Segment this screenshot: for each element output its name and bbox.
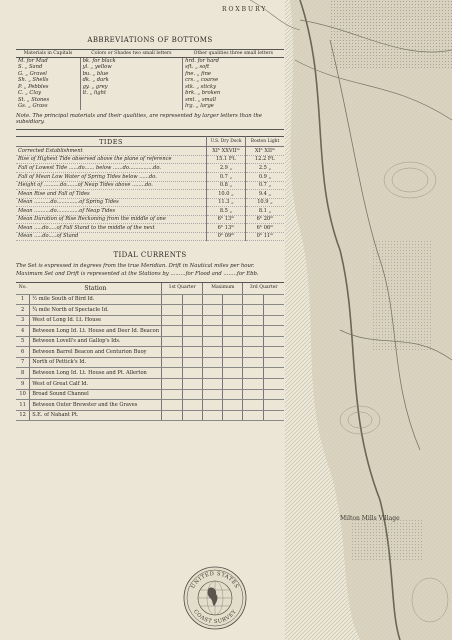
currents-cell [223,389,243,400]
tides-label: Fall of Mean Low Water of Spring Tides below ......do. [16,172,207,181]
currents-cell [243,357,264,368]
currents-station-name: Between Lovell's and Gallop's Ids. [30,336,162,347]
tides-value-dry-dock: XIʰ XXVIIᵐ [207,147,246,156]
currents-header-phase-2: Maximum [203,282,243,294]
tides-value-boston-light: 6ʰ 06ᵐ [246,224,285,233]
currents-cell [203,305,223,316]
currents-header-phase-3: 3rd Quarter [243,282,284,294]
currents-cell [162,294,183,305]
abbr-material: Gs. „ Grass [18,103,48,110]
currents-cell [223,336,243,347]
currents-cell [182,315,203,326]
tides-label: Mean .....do.....of Fall Stand to the middle of the next [16,224,207,233]
currents-cell [203,294,223,305]
tides-row [16,207,284,216]
currents-row [16,326,284,337]
currents-cell [223,347,243,358]
currents-station-name: West of Long Id. Lt. House [30,315,162,326]
tides-value-boston-light: 0.7 „ [246,181,285,190]
currents-header-phase-1: 1st Quarter [162,282,203,294]
currents-station-name: Between Barrel Beacon and Centurion Buoy [30,347,162,358]
currents-cell [264,400,284,411]
currents-header-station: Station [30,282,162,294]
abbr-color [80,103,183,110]
abbr-row [16,103,284,110]
currents-table [16,282,284,421]
tides-label: Rise of Highest Tide observed above the plane of reference [16,155,207,164]
currents-cell [182,400,203,411]
currents-cell [243,315,264,326]
currents-cell [203,400,223,411]
tides-label: Mean ..........do..............of Spring Tides [16,198,207,207]
currents-cell [182,305,203,316]
currents-cell [162,378,183,389]
currents-station-number: 2 [16,305,30,316]
currents-row [16,315,284,326]
tides-row [16,232,284,241]
currents-cell [162,305,183,316]
abbr-color: gy. „ grey [80,84,183,91]
currents-cell [243,378,264,389]
currents-cell [203,378,223,389]
currents-cell [264,357,284,368]
abbr-quality: stk. „ sticky [183,84,284,91]
tides-value-dry-dock: 8.5 „ [207,207,246,216]
seal-bottom-text: COAST SURVEY [192,608,238,626]
tides-value-boston-light: 2.5 „ [246,164,285,173]
currents-cell [182,368,203,379]
currents-cell [223,368,243,379]
currents-cell [162,336,183,347]
currents-cell [203,336,223,347]
currents-station-number: 4 [16,326,30,337]
currents-cell [162,357,183,368]
currents-cell [203,357,223,368]
abbr-quality: fne. „ fine [183,71,284,78]
currents-station-name: ½ mile South of Bird Id. [30,294,162,305]
currents-station-number: 6 [16,347,30,358]
currents-cell [243,368,264,379]
abbreviations-note: Note. The principal materials and their qualities, are represented by larger letters than the subsidiary. [16,113,284,130]
tides-row [16,224,284,233]
abbreviations-table [16,49,284,110]
tides-label: Mean ..........do..............of Neap Tides [16,207,207,216]
currents-station-number: 9 [16,378,30,389]
abbreviations-title: ABBREVIATIONS OF BOTTOMS [87,36,213,44]
currents-cell [203,315,223,326]
currents-cell [203,389,223,400]
abbr-material: Sh. „ Shells [18,77,49,84]
currents-cell [203,368,223,379]
currents-subtitle-1: The Set is expressed in degrees from the true Meridian. Drift in Nautical miles per hour. [16,263,255,270]
currents-row [16,305,284,316]
currents-subtitle-2: Maximum Set and Drift is represented at the Stations by .........for Flood and ........for Ebb. [16,270,259,277]
tides-value-boston-light: 9.4 „ [246,190,285,199]
abbr-color: bk. for black [80,57,183,64]
currents-station-number: 10 [16,389,30,400]
tides-row [16,147,284,156]
currents-cell [162,315,183,326]
currents-cell [223,326,243,337]
tides-value-boston-light: 0.9 „ [246,172,285,181]
currents-cell [264,389,284,400]
tides-label: Mean .....do.....of Stand [16,232,207,241]
currents-row [16,410,284,421]
abbr-row [16,57,284,64]
currents-station-name: S.E. of Nahant Pt. [30,410,162,421]
tides-value-boston-light: XIʰ XIIᵐ [246,147,285,156]
abbr-quality: sml. „ small [183,97,284,104]
tides-label: Height of ..........do.......of Neap Tides above ........do. [16,181,207,190]
currents-cell [264,294,284,305]
tides-value-boston-light: 6ʰ 20ᵐ [246,215,285,224]
currents-station-number: 5 [16,336,30,347]
abbr-quality: sft. „ soft [183,64,284,71]
currents-cell [203,347,223,358]
currents-header-no: No. [16,282,30,294]
abbr-quality: hrd. for hard [183,57,284,64]
currents-station-name: Broad Sound Channel [30,389,162,400]
abbr-material: G. „ Gravel [18,70,47,77]
currents-station-number: 7 [16,357,30,368]
tides-row [16,155,284,164]
currents-cell [162,410,183,421]
currents-cell [162,368,183,379]
currents-cell [223,315,243,326]
currents-cell [264,378,284,389]
currents-row [16,357,284,368]
legend-panel [16,36,284,421]
tides-row [16,198,284,207]
abbr-header-materials: Materials in Capitals [16,49,80,57]
currents-cell [243,336,264,347]
currents-station-number: 3 [16,315,30,326]
milton-mills-label: Milton Mills Village [340,515,400,522]
tides-value-dry-dock: 10.0 „ [207,190,246,199]
currents-row [16,389,284,400]
tides-col-boston-light: Boston Light [246,137,285,147]
tides-label: Corrected Establishment [16,147,207,156]
currents-station-name: North of Pettick's Id. [30,357,162,368]
currents-cell [243,347,264,358]
tides-table [16,136,284,241]
currents-cell [162,389,183,400]
currents-cell [182,410,203,421]
currents-cell [264,315,284,326]
tides-value-dry-dock: 0.7 „ [207,172,246,181]
currents-cell [182,347,203,358]
abbr-material: S. „ Sand [18,64,43,71]
currents-cell [182,389,203,400]
abbr-material: St. „ Stones [18,96,50,103]
currents-station-number: 12 [16,410,30,421]
currents-cell [223,378,243,389]
tides-row [16,181,284,190]
currents-cell [182,357,203,368]
abbr-header-colors: Colors or Shades two small letters [80,49,183,57]
currents-row [16,347,284,358]
currents-cell [223,294,243,305]
currents-cell [182,336,203,347]
abbr-color: bu. „ blue [80,71,183,78]
tides-value-boston-light: 12.2 Ft. [246,155,285,164]
tides-value-dry-dock: 6ʰ 13ᵐ [207,224,246,233]
abbr-quality: crs. „ coarse [183,77,284,84]
tides-value-dry-dock: 11.3 „ [207,198,246,207]
currents-cell [223,400,243,411]
tides-title: TIDES [16,137,207,147]
abbr-material: C. „ Clay [18,90,42,97]
currents-cell [243,294,264,305]
abbr-quality: lrg. „ large [183,103,284,110]
tides-value-boston-light: 8.1 „ [246,207,285,216]
currents-cell [243,410,264,421]
currents-row [16,294,284,305]
currents-row [16,400,284,411]
currents-station-name: ¾ mile North of Spectacle Id. [30,305,162,316]
abbr-color: lt. „ light [80,90,183,97]
tides-value-dry-dock: 6ʰ 13ᵐ [207,215,246,224]
currents-cell [162,347,183,358]
currents-cell [182,326,203,337]
abbr-material: P. „ Pebbles [18,83,49,90]
currents-station-name: Between Long Id. Lt. House and Deer Id. Beacon [30,326,162,337]
tides-value-dry-dock: 0.8 „ [207,181,246,190]
currents-cell [264,410,284,421]
tides-row [16,190,284,199]
tides-value-dry-dock: 0ʰ 09ᵐ [207,232,246,241]
abbr-color: yl. „ yellow [80,64,183,71]
currents-cell [243,400,264,411]
currents-cell [243,326,264,337]
tides-label: Mean Duration of Rise Reckoning from the middle of one [16,215,207,224]
currents-cell [264,326,284,337]
tides-value-boston-light: 10.9 „ [246,198,285,207]
abbr-header-qualities: Other qualities three small letters [183,49,284,57]
currents-cell [243,305,264,316]
currents-row [16,378,284,389]
tides-value-dry-dock: 2.9 „ [207,164,246,173]
coast-survey-seal [183,566,247,630]
tides-value-boston-light: 0ʰ 11ᵐ [246,232,285,241]
currents-cell [223,357,243,368]
tides-row [16,164,284,173]
currents-cell [264,305,284,316]
currents-cell [223,305,243,316]
currents-row [16,368,284,379]
abbr-quality: brk. „ broken [183,90,284,97]
currents-station-name: West of Great Calf Id. [30,378,162,389]
currents-station-name: Between Outer Brewster and the Graves [30,400,162,411]
tides-label: Fall of Lowest Tide ......do...... below ......do...............do. [16,164,207,173]
currents-cell [182,378,203,389]
currents-row [16,336,284,347]
currents-cell [203,410,223,421]
abbr-material: M. for Mud [18,57,48,64]
currents-cell [223,410,243,421]
currents-cell [182,294,203,305]
tides-value-dry-dock: 15.1 Ft. [207,155,246,164]
currents-station-number: 8 [16,368,30,379]
currents-cell [264,347,284,358]
abbr-color: dk. „ dark [80,77,183,84]
currents-cell [162,326,183,337]
tides-label: Mean Rise and Fall of Tides [16,190,207,199]
currents-cell [264,336,284,347]
currents-station-name: Between Long Id. Lt. House and Pt. Allerton [30,368,162,379]
currents-cell [162,400,183,411]
currents-cell [203,326,223,337]
seal-top-text: UNITED STATES [190,570,240,590]
tides-col-dry-dock: U.S. Dry Dock [207,137,246,147]
tides-row [16,172,284,181]
currents-cell [264,368,284,379]
tides-row [16,215,284,224]
roxbury-label: ROXBURY [222,6,268,13]
currents-title: TIDAL CURRENTS [113,251,187,260]
currents-station-number: 11 [16,400,30,411]
currents-cell [243,389,264,400]
currents-station-number: 1 [16,294,30,305]
